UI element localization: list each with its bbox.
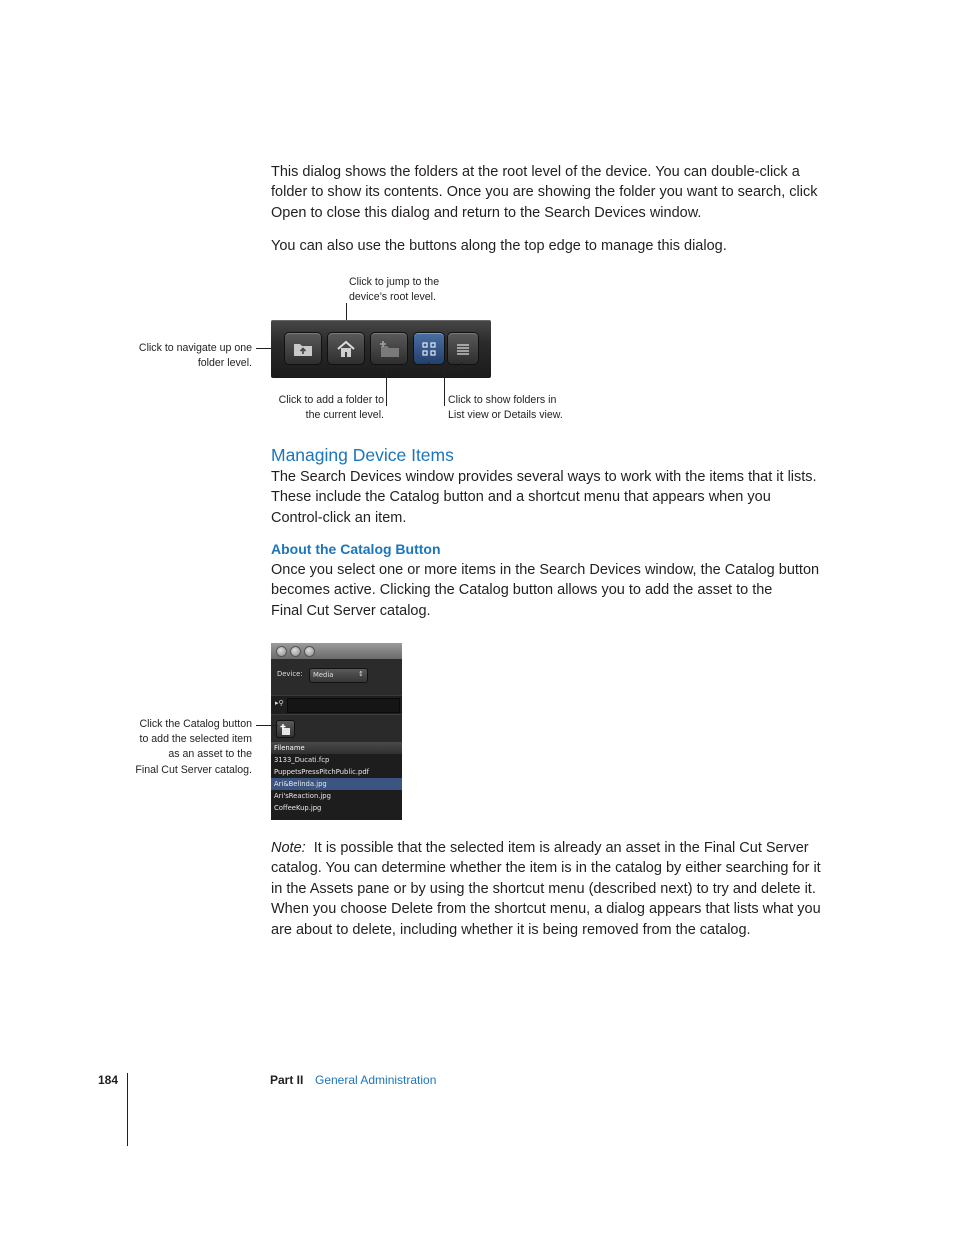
- subsection-paragraph: Once you select one or more items in the Search Devices window, the Catalog button becomes active. Clicking the Catalog button allows you to add the asset to the Final Cut Server catalog.: [271, 562, 820, 619]
- window-titlebar: [271, 643, 402, 659]
- filename-column-header[interactable]: Filename: [271, 742, 402, 754]
- footer-part-title[interactable]: General Administration: [315, 1073, 437, 1087]
- file-row[interactable]: PuppetsPressPitchPublic.pdf: [274, 768, 370, 776]
- callout-view-mode: Click to show folders in List view or Details view.: [448, 394, 563, 422]
- subsection-heading: About the Catalog Button: [271, 541, 441, 557]
- intro-paragraph-2: You can also use the buttons along the top edge to manage this dialog.: [271, 238, 727, 254]
- file-row[interactable]: Ari'sReaction.jpg: [274, 792, 331, 800]
- list-view-icon: [456, 343, 470, 355]
- list-view-button[interactable]: [447, 332, 479, 365]
- folder-up-button[interactable]: [284, 332, 322, 365]
- section-heading: Managing Device Items: [271, 445, 454, 465]
- new-folder-icon: [378, 340, 400, 358]
- file-row[interactable]: CoffeeKup.jpg: [274, 804, 322, 812]
- callout-add-folder: Click to add a folder to the current level.: [278, 394, 384, 422]
- catalog-button[interactable]: [276, 720, 295, 738]
- close-window-button[interactable]: [276, 646, 287, 657]
- intro-paragraph-1: This dialog shows the folders at the root level of the device. You can double-click a folder to show its contents. Once you are showing the folder you want to search, click Open to close this dialog and return to the Search Devices window.: [271, 164, 818, 221]
- file-list: [271, 742, 402, 820]
- callout-up-level: Click to navigate up one folder level.: [138, 342, 252, 370]
- catalog-bar: [271, 714, 402, 742]
- icon-view-button[interactable]: [413, 332, 445, 365]
- callout-catalog-button: Click the Catalog button to add the selected item as an asset to the Final Cut Server catalog.: [135, 718, 252, 776]
- file-row[interactable]: 3133_Ducati.fcp: [274, 756, 330, 764]
- page-number: 184: [98, 1073, 119, 1087]
- root-level-button[interactable]: [327, 332, 365, 365]
- callout-root-level: Click to jump to the device’s root level.: [349, 276, 440, 304]
- zoom-window-button[interactable]: [304, 646, 315, 657]
- device-popup[interactable]: [309, 668, 368, 683]
- file-row-selected[interactable]: Ari&Belinda.jpg: [271, 778, 402, 790]
- minimize-window-button[interactable]: [290, 646, 301, 657]
- note-paragraph: [271, 838, 827, 940]
- folder-up-icon: [293, 341, 313, 357]
- device-popup-value: Media: [313, 671, 334, 679]
- search-devices-window: [271, 643, 402, 820]
- home-icon: [336, 340, 356, 358]
- note-text: It is possible that the selected item is already an asset in the Final Cut Server catalog. You can determine whether the item is in the catalog by either searching for it in the Assets pane or by using the shortcut menu (described next) to try and delete it. When you choose Delete from the shortcut menu, a dialog appears that lists what you are about to delete, including whether it is being removed from the catalog.: [271, 840, 821, 938]
- note-label: Note:: [271, 840, 306, 856]
- device-label: Device:: [277, 670, 303, 678]
- search-bar: [271, 695, 402, 714]
- popup-arrows-icon: ↕: [358, 670, 364, 678]
- search-icon[interactable]: ▸⚲: [275, 699, 284, 707]
- add-folder-button[interactable]: [370, 332, 408, 365]
- search-field[interactable]: [287, 698, 400, 713]
- catalog-icon: [280, 724, 291, 735]
- footer-part: Part II: [270, 1073, 304, 1087]
- section-paragraph: The Search Devices window provides several ways to work with the items that it lists. These include the Catalog button and a shortcut menu that appears when you Control-click an item.: [271, 469, 817, 526]
- icon-view-icon: [422, 342, 436, 356]
